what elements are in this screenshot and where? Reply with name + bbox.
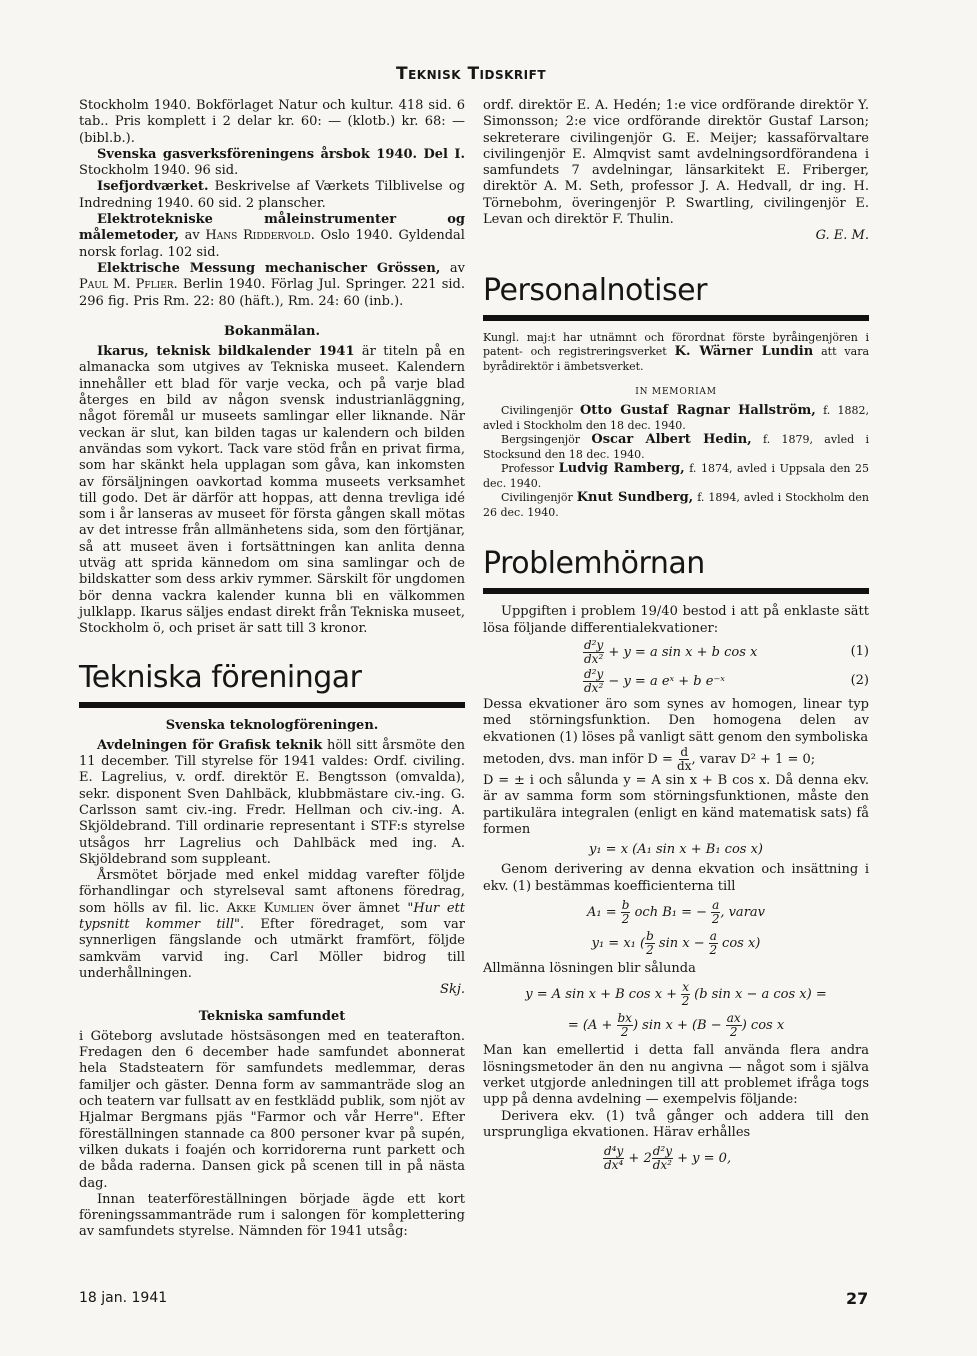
article-paragraph: i Göteborg avslutade höstsäsongen med en teaterafton. Fredagen den 6 december hade samfundet abonnerat hela Stadsteatern för samfundets medlemmar, deras familjer och gäster. Denna form av sammanträde slog an och teatern var fullsatt av en festklädd publik, som njöt av Hjalmar Bergmans pjäs "Farmor och vår Herre". Efter föreställningen stannade ca 800 personer kvar på supén, vilken dukats i foajén och korridorerna runt parkett och de båda raderna. Dansen gick på scenen till in på nästa dag. <box>79 1028 465 1191</box>
equation-7: = (A + $\frac{bx}{2}$ ) sin x + (B − $\frac{ax}{2}$ ) cos x <box>567 1011 785 1040</box>
equation-6: y = A sin x + B cos x + $\frac{x}{2}$ (b sin x − a cos x) = <box>525 980 827 1009</box>
problem-paragraph: metoden, dvs. man inför D = $\frac{d}{dx}$ , varav D² + 1 = 0; <box>483 744 816 773</box>
problem-paragraph: Man kan emellertid i detta fall använda flera andra lösningsmetoder än den nu angivna — något som i själva verket utgjorde anledningen till att problemet ifråga togs upp på denna avdelning — exempelvis följande: <box>483 1043 869 1108</box>
equation-3: y₁ = x (A₁ sin x + B₁ cos x) <box>588 842 763 858</box>
article-paragraph: Innan teaterföreställningen började ägde ett kort föreningssammanträde rum i salongen för komplettering av samfundets styrelse. Nämnden för 1941 utsåg: <box>79 1191 465 1240</box>
personal-notice: Kungl. maj:t har utnämnt och förordnat förste byråingenjören i patent- och registreringsverket K. Wärner Lundin att vara byrådirektör i ämbetsverket. <box>483 330 870 373</box>
equation-1: $\frac{\text{d²y}}{\text{dx²}}$ + y = a sin x + b cos x (1) <box>584 638 869 667</box>
bibliography-entry: Elektrotekniske måleinstrumenter og målemetoder, av Hans Riddervold. Oslo 1940. Gyldendal norsk forlag. 102 sid. <box>79 212 465 260</box>
obituary-entry: Civilingenjör Otto Gustaf Ragnar Hallström, f. 1882, avled i Stockholm den 18 dec. 1940. <box>483 403 869 432</box>
article-paragraph: ordf. direktör E. A. Hedén; 1:e vice ordförande direktör Y. Simonsson; 2:e vice ordförande direktör Gustaf Larson; sekreterare civilingenjör G. E. Meijer; kassaförvaltare civilingenjör E. Almqvist samt avdelningsordförandena i samfundets 7 avdelningar, länsarkitekt E. Friberger, direktör A. M. Seth, professor J. A. Hedvall, dr ing. H. Törnebohm, överingenjör P. Swartling, civilingenjör E. Levan och direktör F. Thulin. <box>483 98 869 228</box>
subsection-heading: Svenska teknologföreningen. <box>165 717 379 733</box>
signature: G. E. M. <box>815 228 869 244</box>
equation-8: $\frac{\text{d⁴y}}{\text{dx⁴}}$ + 2 $\frac{\text{d²y}}{\text{dx²}}$ + y = 0, <box>604 1144 732 1173</box>
review-text: Ikarus, teknisk bildkalender 1941 är titeln på en almanacka som utgives av Tekniska museet. Kalendern innehåller ett blad för varje vecka, och på varje blad återges en bild av någon svensk industrianläggning, något föremål ur museets samlingar eller liknande. När veckan är slut, kan bilden tagas ur kalendern och bilden användas som vykort. Tack vare stöd från en privat firma, som har skänkt hela upplagan som gåva, kan inkomsten av försäljningen oavkortad komma museets verksamhet till godo. Det är därför att hoppas, att denna trevliga idé som i år lanseras av museet för första gången skall mötas av det intresse från allmänhetens sida, som den förtjänar, så att museet även i fortsättningen kan anlita denna utväg att sprida kännedom om sina samlingar och de bildskatter som dess arkiv rymmer. Särskilt för ungdomen bör denna vackra kalender kunna bli en välkommen julklapp. Ikarus säljes endast direkt från Tekniska museet, Stockholm ö, och priset är satt till 3 kronor. <box>79 344 465 637</box>
article-paragraph: Årsmötet började med enkel middag varefter följde förhandlingar och styrelseval samt aftonens föredrag, som hölls av fil. lic. Akke Kumlien över ämnet "Hur ett typsnitt kommer till". Efter föredraget, som var synnerligen fängslande och utmärkt framfört, följde samkväm varvid ing. Carl Möller bidrog till underhållningen. <box>79 868 465 981</box>
bibliography-entry: Stockholm 1940. Bokförlaget Natur och kultur. 418 sid. 6 tab.. Pris komplett i 2 delar kr. 60: — (klotb.) kr. 68: — (bibl.b.). <box>79 98 465 146</box>
section-heading-foreningar: Tekniska föreningar <box>79 659 362 695</box>
review-heading: Bokanmälan. <box>223 323 321 339</box>
in-memoriam-label: IN MEMORIAM <box>635 387 717 398</box>
signature: Skj. <box>440 982 465 998</box>
problem-paragraph: Genom derivering av denna ekvation och insättning i ekv. (1) bestämmas koefficienterna till <box>483 862 869 894</box>
right-column <box>483 98 869 1176</box>
footer-date: 18 jan. 1941 <box>79 1290 168 1306</box>
bibliography-entry: Elektrische Messung mechanischer Grössen, av Paul M. Pflier. Berlin 1940. Förlag Jul. Springer. 221 sid. 296 fig. Pris Rm. 22: 80 (häft.), Rm. 24: 60 (inb.). <box>79 260 465 309</box>
section-rule <box>483 588 869 594</box>
article-paragraph: Avdelningen för Grafisk teknik höll sitt årsmöte den 11 december. Till styrelse för 1941 valdes: Ordf. civiling. E. Lagrelius, v. ordf. direktör E. Bengtsson (omvalda), sekr. disponent Sven Dahlbäck, klubbmästare civ.-ing. G. Carlsson samt civ.-ing. Fredr. Hellman och civ.-ing. A. Skjöldebrand. Till ordinarie representant i STF:s styrelse utsågos hrr Lagrelius och Dahlbäck med ing. A. Skjöldebrand som suppleant. <box>79 737 465 867</box>
subsection-heading: Tekniska samfundet <box>198 1008 346 1024</box>
problem-paragraph: D = ± i och sålunda y = A sin x + B cos x. Då denna ekv. är av samma form som störningsfunktionen, måste den partikulära integralen (enligt en känd matematisk sats) få formen <box>483 772 869 837</box>
left-column <box>79 98 465 1241</box>
section-heading-personal: Personalnotiser <box>483 272 707 308</box>
section-heading-problem: Problemhörnan <box>483 546 705 582</box>
equation-2: $\frac{\text{d²y}}{\text{dx²}}$ − y = a eˣ + b e⁻ˣ (2) <box>584 667 869 696</box>
problem-paragraph: Dessa ekvationer äro som synes av homogen, linear typ med störningsfunktion. Den homogena delen av ekvationen (1) löses på vanligt sätt genom den symboliska <box>483 697 869 745</box>
problem-paragraph: Uppgiften i problem 19/40 bestod i att på enklaste sätt lösa följande differentialekvationer: <box>483 604 869 636</box>
obituary-entry: Civilingenjör Knut Sundberg, f. 1894, avled i Stockholm den 26 dec. 1940. <box>483 490 869 519</box>
problem-paragraph: Derivera ekv. (1) två gånger och addera till den ursprungliga ekvationen. Härav erhålles <box>483 1108 869 1140</box>
equation-4: A₁ = $\frac{b}{2}$ och B₁ = − $\frac{a}{2}$ , varav <box>587 898 765 927</box>
masthead: Teknisk Tidskrift <box>396 64 547 84</box>
section-rule <box>79 702 465 708</box>
page-number: 27 <box>846 1289 869 1308</box>
equation-5: y₁ = x₁ ( $\frac{b}{2}$ sin x − $\frac{a}{2}$ cos x) <box>591 929 761 958</box>
section-rule <box>483 315 869 321</box>
bibliography-entry: Svenska gasverksföreningens årsbok 1940. Del I. Stockholm 1940. 96 sid. <box>79 146 465 179</box>
obituary-entry: Professor Ludvig Ramberg, f. 1874, avled i Uppsala den 25 dec. 1940. <box>483 461 870 490</box>
problem-paragraph: Allmänna lösningen blir sålunda <box>483 961 696 977</box>
bibliography-entry: Isefjordværket. Beskrivelse af Værkets Tilblivelse og Indredning 1940. 60 sid. 2 planscher. <box>79 179 465 211</box>
obituary-entry: Bergsingenjör Oscar Albert Hedin, f. 1879, avled i Stocksund den 18 dec. 1940. <box>483 432 869 461</box>
